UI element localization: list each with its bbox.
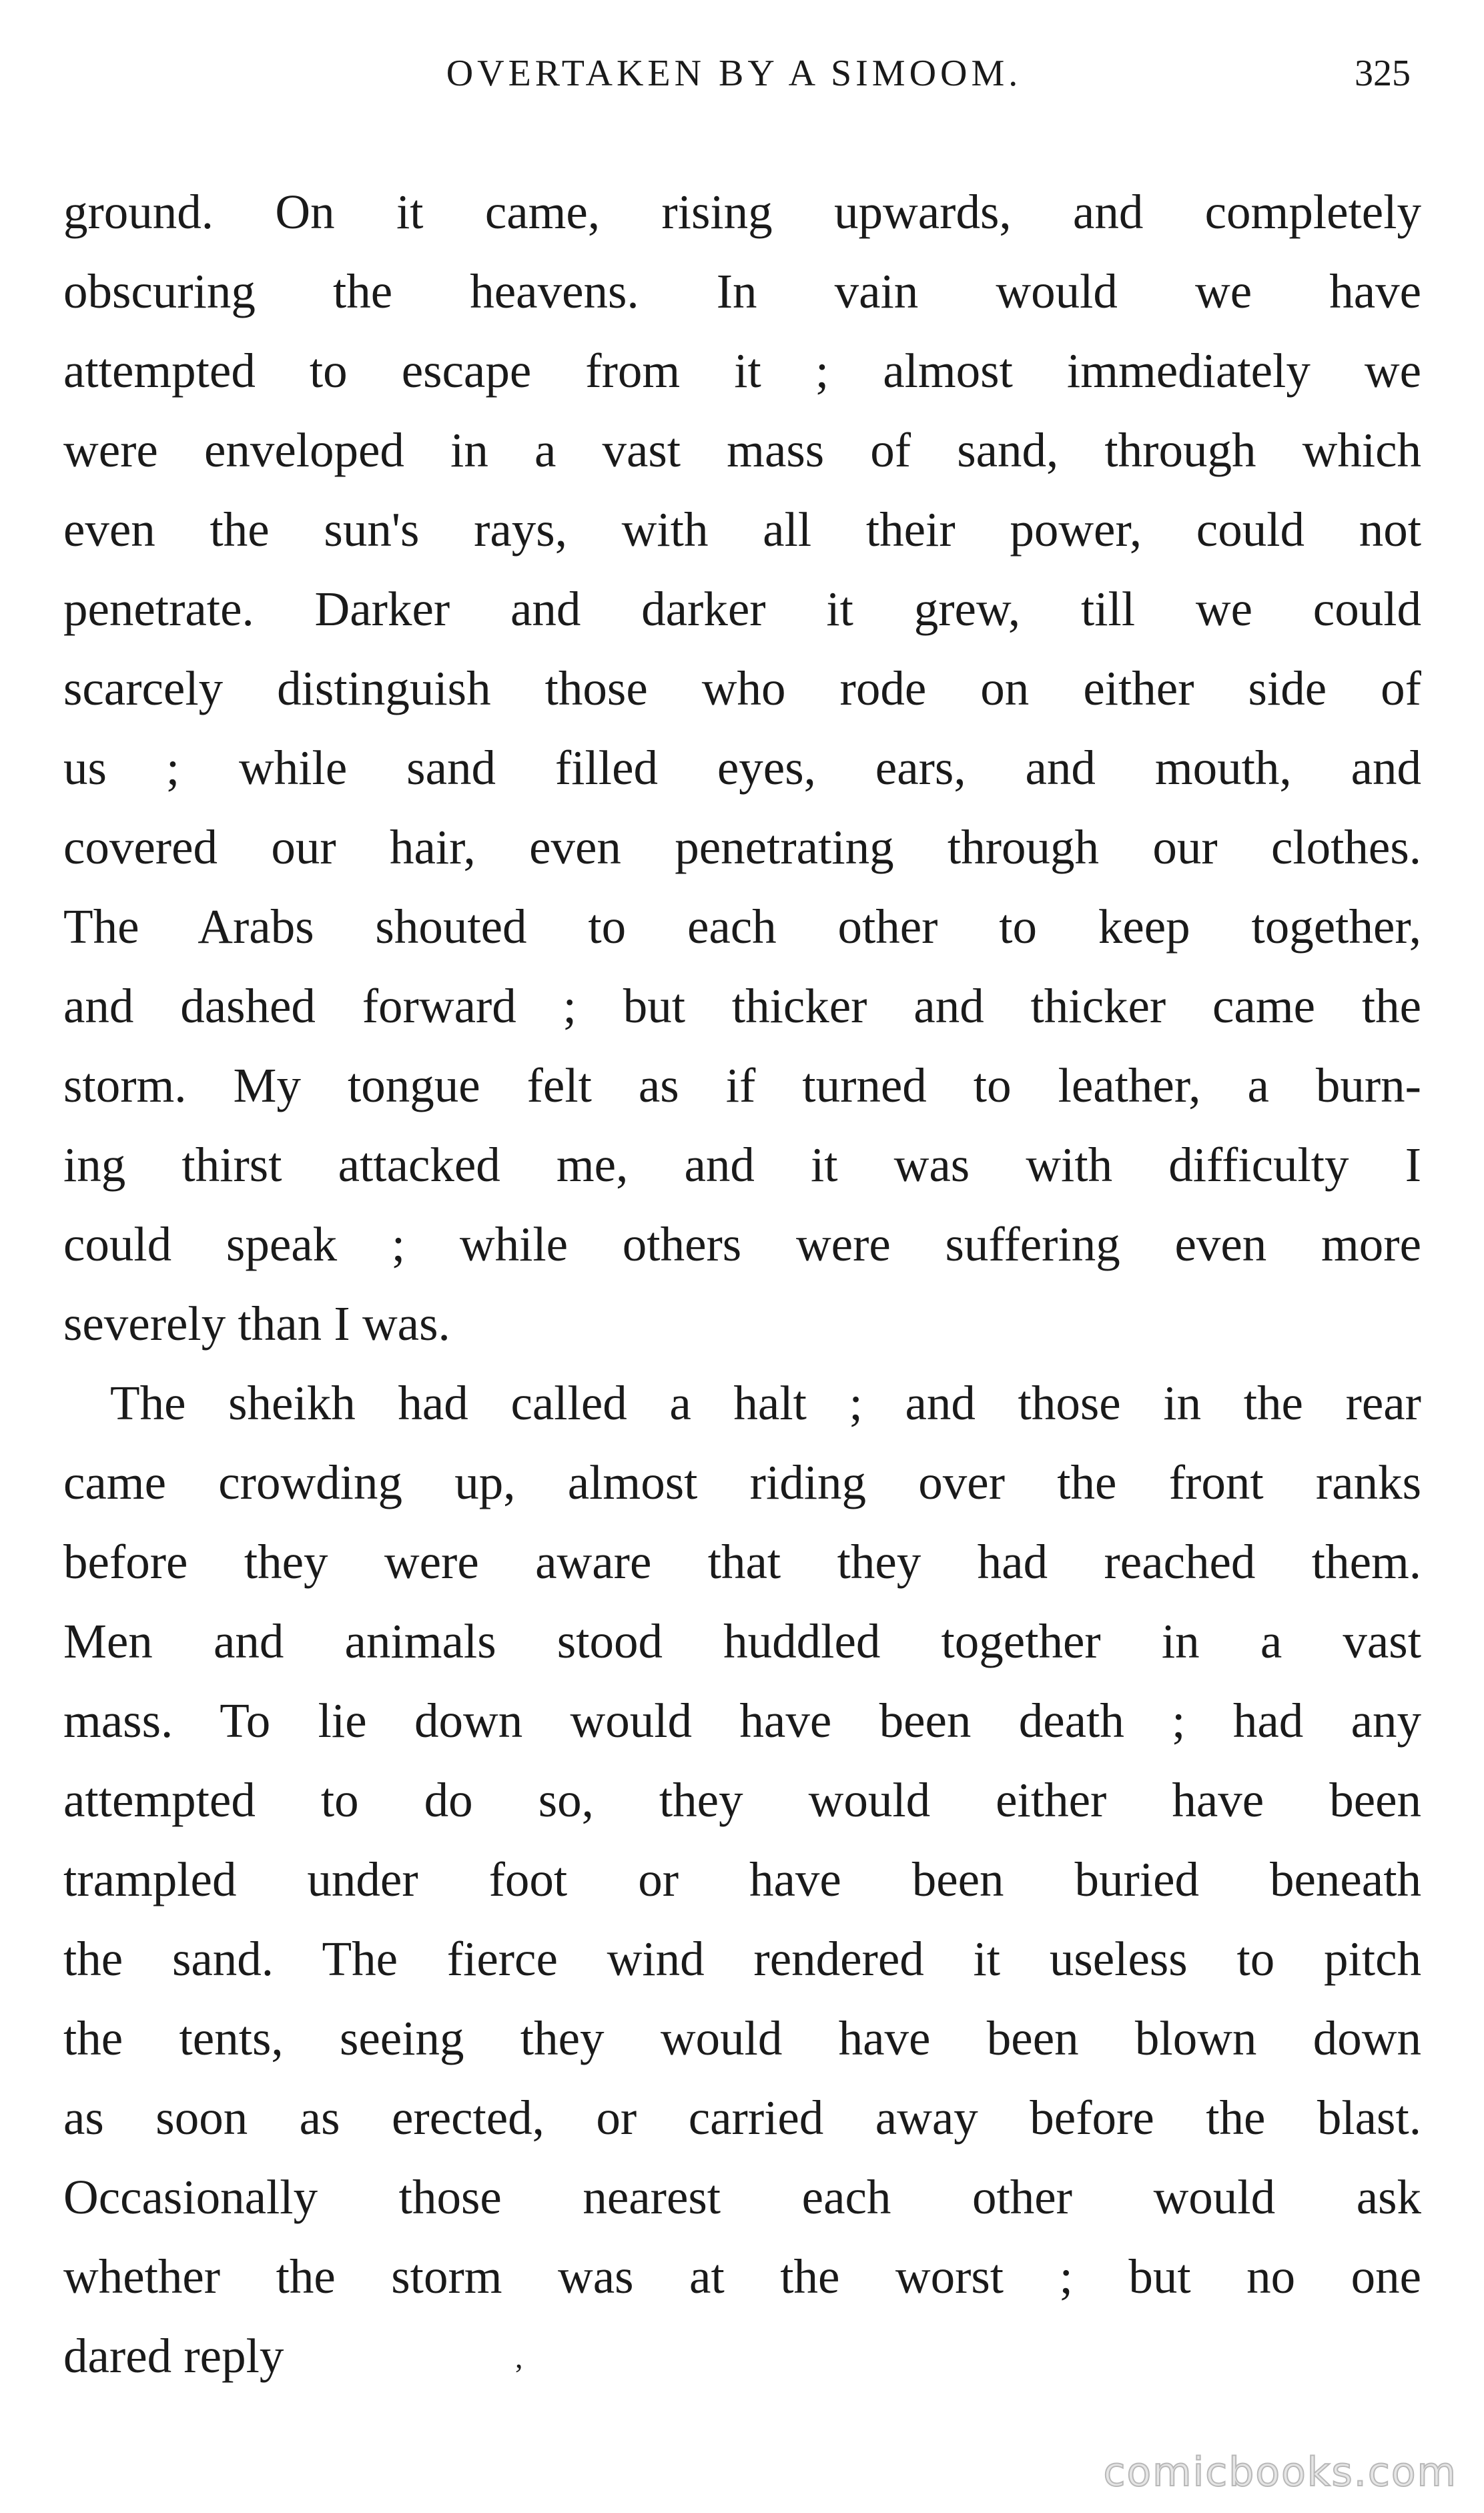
body-text [63, 172, 1421, 2396]
text-line: severely than I was. [63, 1297, 450, 1351]
text-line: ground. On it came, rising upwards, and completely [63, 185, 1421, 239]
text-line: scarcely distinguish those who rode on either side of [63, 661, 1421, 715]
page-number: 325 [1355, 53, 1411, 94]
text-line: as soon as erected, or carried away before the blast. [63, 2091, 1421, 2145]
text-line: covered our hair, even penetrating through our clothes. [63, 820, 1421, 874]
text-line: dared reply [63, 2329, 284, 2383]
text-line: Occasionally those nearest each other would ask [63, 2170, 1421, 2224]
text-line: and dashed forward ; but thicker and thicker came the [63, 979, 1421, 1033]
text-line: the tents, seeing they would have been blown down [63, 2011, 1421, 2065]
text-line: attempted to escape from it ; almost immediately we [63, 344, 1421, 398]
text-line: attempted to do so, they would either have been [63, 1773, 1421, 1827]
watermark: comicbooks.com [1103, 2449, 1457, 2496]
text-line: before they were aware that they had reached them. [63, 1535, 1421, 1589]
text-line: storm. My tongue felt as if turned to leather, a burn- [63, 1058, 1421, 1112]
text-line: Men and animals stood huddled together in a vast [63, 1614, 1421, 1668]
stray-print-mark: , [515, 2340, 523, 2374]
text-line: trampled under foot or have been buried beneath [63, 1852, 1421, 1906]
text-line: obscuring the heavens. In vain would we have [63, 264, 1421, 318]
text-line: came crowding up, almost riding over the front ranks [63, 1455, 1421, 1509]
text-line: The sheikh had called a halt ; and those in the rear [110, 1376, 1421, 1430]
text-line: could speak ; while others were suffering even more [63, 1217, 1421, 1271]
running-head [0, 52, 1484, 112]
text-line: were enveloped in a vast mass of sand, through which [63, 423, 1421, 477]
text-line: the sand. The fierce wind rendered it useless to pitch [63, 1932, 1421, 1986]
text-line: whether the storm was at the worst ; but no one [63, 2249, 1421, 2303]
text-line: The Arabs shouted to each other to keep together, [63, 900, 1421, 954]
text-line: ing thirst attacked me, and it was with difficulty I [63, 1138, 1421, 1192]
running-title: OVERTAKEN BY A SIMOOM. [446, 53, 1022, 94]
text-line: us ; while sand filled eyes, ears, and mouth, and [63, 741, 1421, 795]
text-line: even the sun's rays, with all their power, could not [63, 502, 1421, 557]
text-line: penetrate. Darker and darker it grew, till we could [63, 582, 1421, 636]
text-line: mass. To lie down would have been death ; had any [63, 1694, 1421, 1748]
